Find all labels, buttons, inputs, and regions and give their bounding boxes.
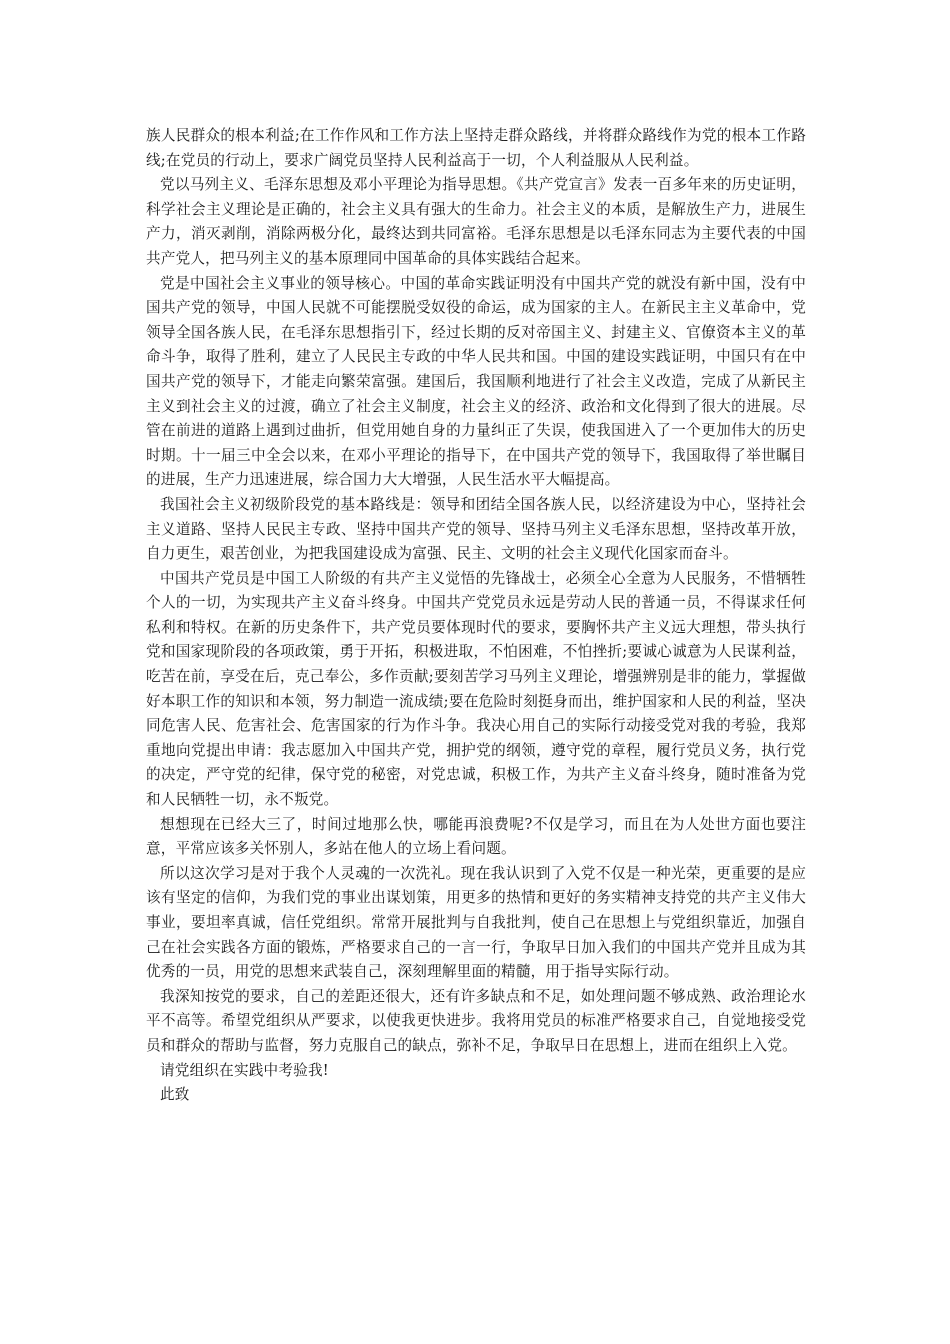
paragraph-shortcomings: 我深知按党的要求，自己的差距还很大，还有许多缺点和不足，如处理问题不够成熟、政治理论水平不高等。希望党组织从严要求，以使我更快进步。我将用党员的标准严格要求自己，自觉地接受党员和群众的帮助与监督，努力克服自己的缺点，弥补不足，争取早日在思想上，进而在组织上入党。 [146,987,806,1054]
paragraph-guiding-thought: 党以马列主义、毛泽东思想及邓小平理论为指导思想。《共产党宣言》发表一百多年来的历史证明，科学社会主义理论是正确的，社会主义具有强大的生命力。社会主义的本质，是解放生产力，进展生产力，消灭剥削，消除两极分化，最终达到共同富裕。毛泽东思想是以毛泽东同志为主要代表的中国共产党人，把马列主义的基本原理同中国革命的具体实践结合起来。 [146,176,806,267]
paragraph-baptism: 所以这次学习是对于我个人灵魂的一次洗礼。现在我认识到了入党不仅是一种光荣，更重要的是应该有坚定的信仰，为我们党的事业出谋划策，用更多的热情和更好的务实精神支持党的共产主义伟大事业，要坦率真诚，信任党组织。常常开展批判与自我批判，使自己在思想上与党组织靠近，加强自己在社会实践各方面的锻炼，严格要求自己的一言一行，争取早日加入我们的中国共产党并且成为其优秀的一员，用党的思想来武装自己，深刻理解里面的精髓，用于指导实际行动。 [146,864,806,981]
closing-salutation: 此致 [160,1086,190,1104]
document-body [146,124,806,1108]
paragraph-request: 请党组织在实践中考验我! [160,1061,329,1079]
paragraph-reflection: 想想现在已经大三了，时间过地那么快，哪能再浪费呢?不仅是学习，而且在为人处世方面也要注意，平常应该多关怀别人，多站在他人的立场上看问题。 [146,815,806,858]
paragraph-leadership-core: 党是中国社会主义事业的领导核心。中国的革命实践证明没有中国共产党的就没有新中国，没有中国共产党的领导，中国人民就不可能摆脱受奴役的命运，成为国家的主人。在新民主主义革命中，党领导全国各族人民，在毛泽东思想指引下，经过长期的反对帝国主义、封建主义、官僚资本主义的革命斗争，取得了胜利，建立了人民民主专政的中华人民共和国。中国的建设实践证明，中国只有在中国共产党的领导下，才能走向繁荣富强。建国后，我国顺利地进行了社会主义改造，完成了从新民主主义到社会主义的过渡，确立了社会主义制度，社会主义的经济、政治和文化得到了很大的进展。尽管在前进的道路上遇到过曲折，但党用她自身的力量纠正了失误，使我国进入了一个更加伟大的历史时期。十一届三中全会以来，在邓小平理论的指导下，在中国共产党的领导下，我国取得了举世瞩目的进展，生产力迅速进展，综合国力大大增强，人民生活水平大幅提高。 [146,274,806,489]
paragraph-party-member: 中国共产党员是中国工人阶级的有共产主义觉悟的先锋战士，必须全心全意为人民服务，不惜牺牲个人的一切，为实现共产主义奋斗终身。中国共产党党员永远是劳动人民的普通一员，不得谋求任何私利和特权。在新的历史条件下，共产党员要体现时代的要求，要胸怀共产主义远大理想，带头执行党和国家现阶段的各项政策，勇于开拓，积极进取，不怕困难，不怕挫折;要诚心诚意为人民谋利益，吃苦在前，享受在后，克己奉公，多作贡献;要刻苦学习马列主义理论，增强辨别是非的能力，掌握做好本职工作的知识和本领，努力制造一流成绩;要在危险时刻挺身而出，维护国家和人民的利益，坚决同危害人民、危害社会、危害国家的行为作斗争。我决心用自己的实际行动接受党对我的考验，我郑重地向党提出申请：我志愿加入中国共产党，拥护党的纲领，遵守党的章程，履行党员义务，执行党的决定，严守党的纪律，保守党的秘密，对党忠诚，积极工作，为共产主义奋斗终身，随时准备为党和人民牺牲一切，永不叛党。 [146,569,806,809]
paragraph-basic-line: 我国社会主义初级阶段党的基本路线是：领导和团结全国各族人民，以经济建设为中心，坚持社会主义道路、坚持人民民主专政、坚持中国共产党的领导、坚持马列主义毛泽东思想，坚持改革开放，自力更生，艰苦创业，为把我国建设成为富强、民主、文明的社会主义现代化国家而奋斗。 [146,495,806,563]
paragraph-continuation: 族人民群众的根本利益;在工作作风和工作方法上坚持走群众路线，并将群众路线作为党的根本工作路线;在党员的行动上，要求广阔党员坚持人民利益高于一切，个人利益服从人民利益。 [146,127,806,169]
